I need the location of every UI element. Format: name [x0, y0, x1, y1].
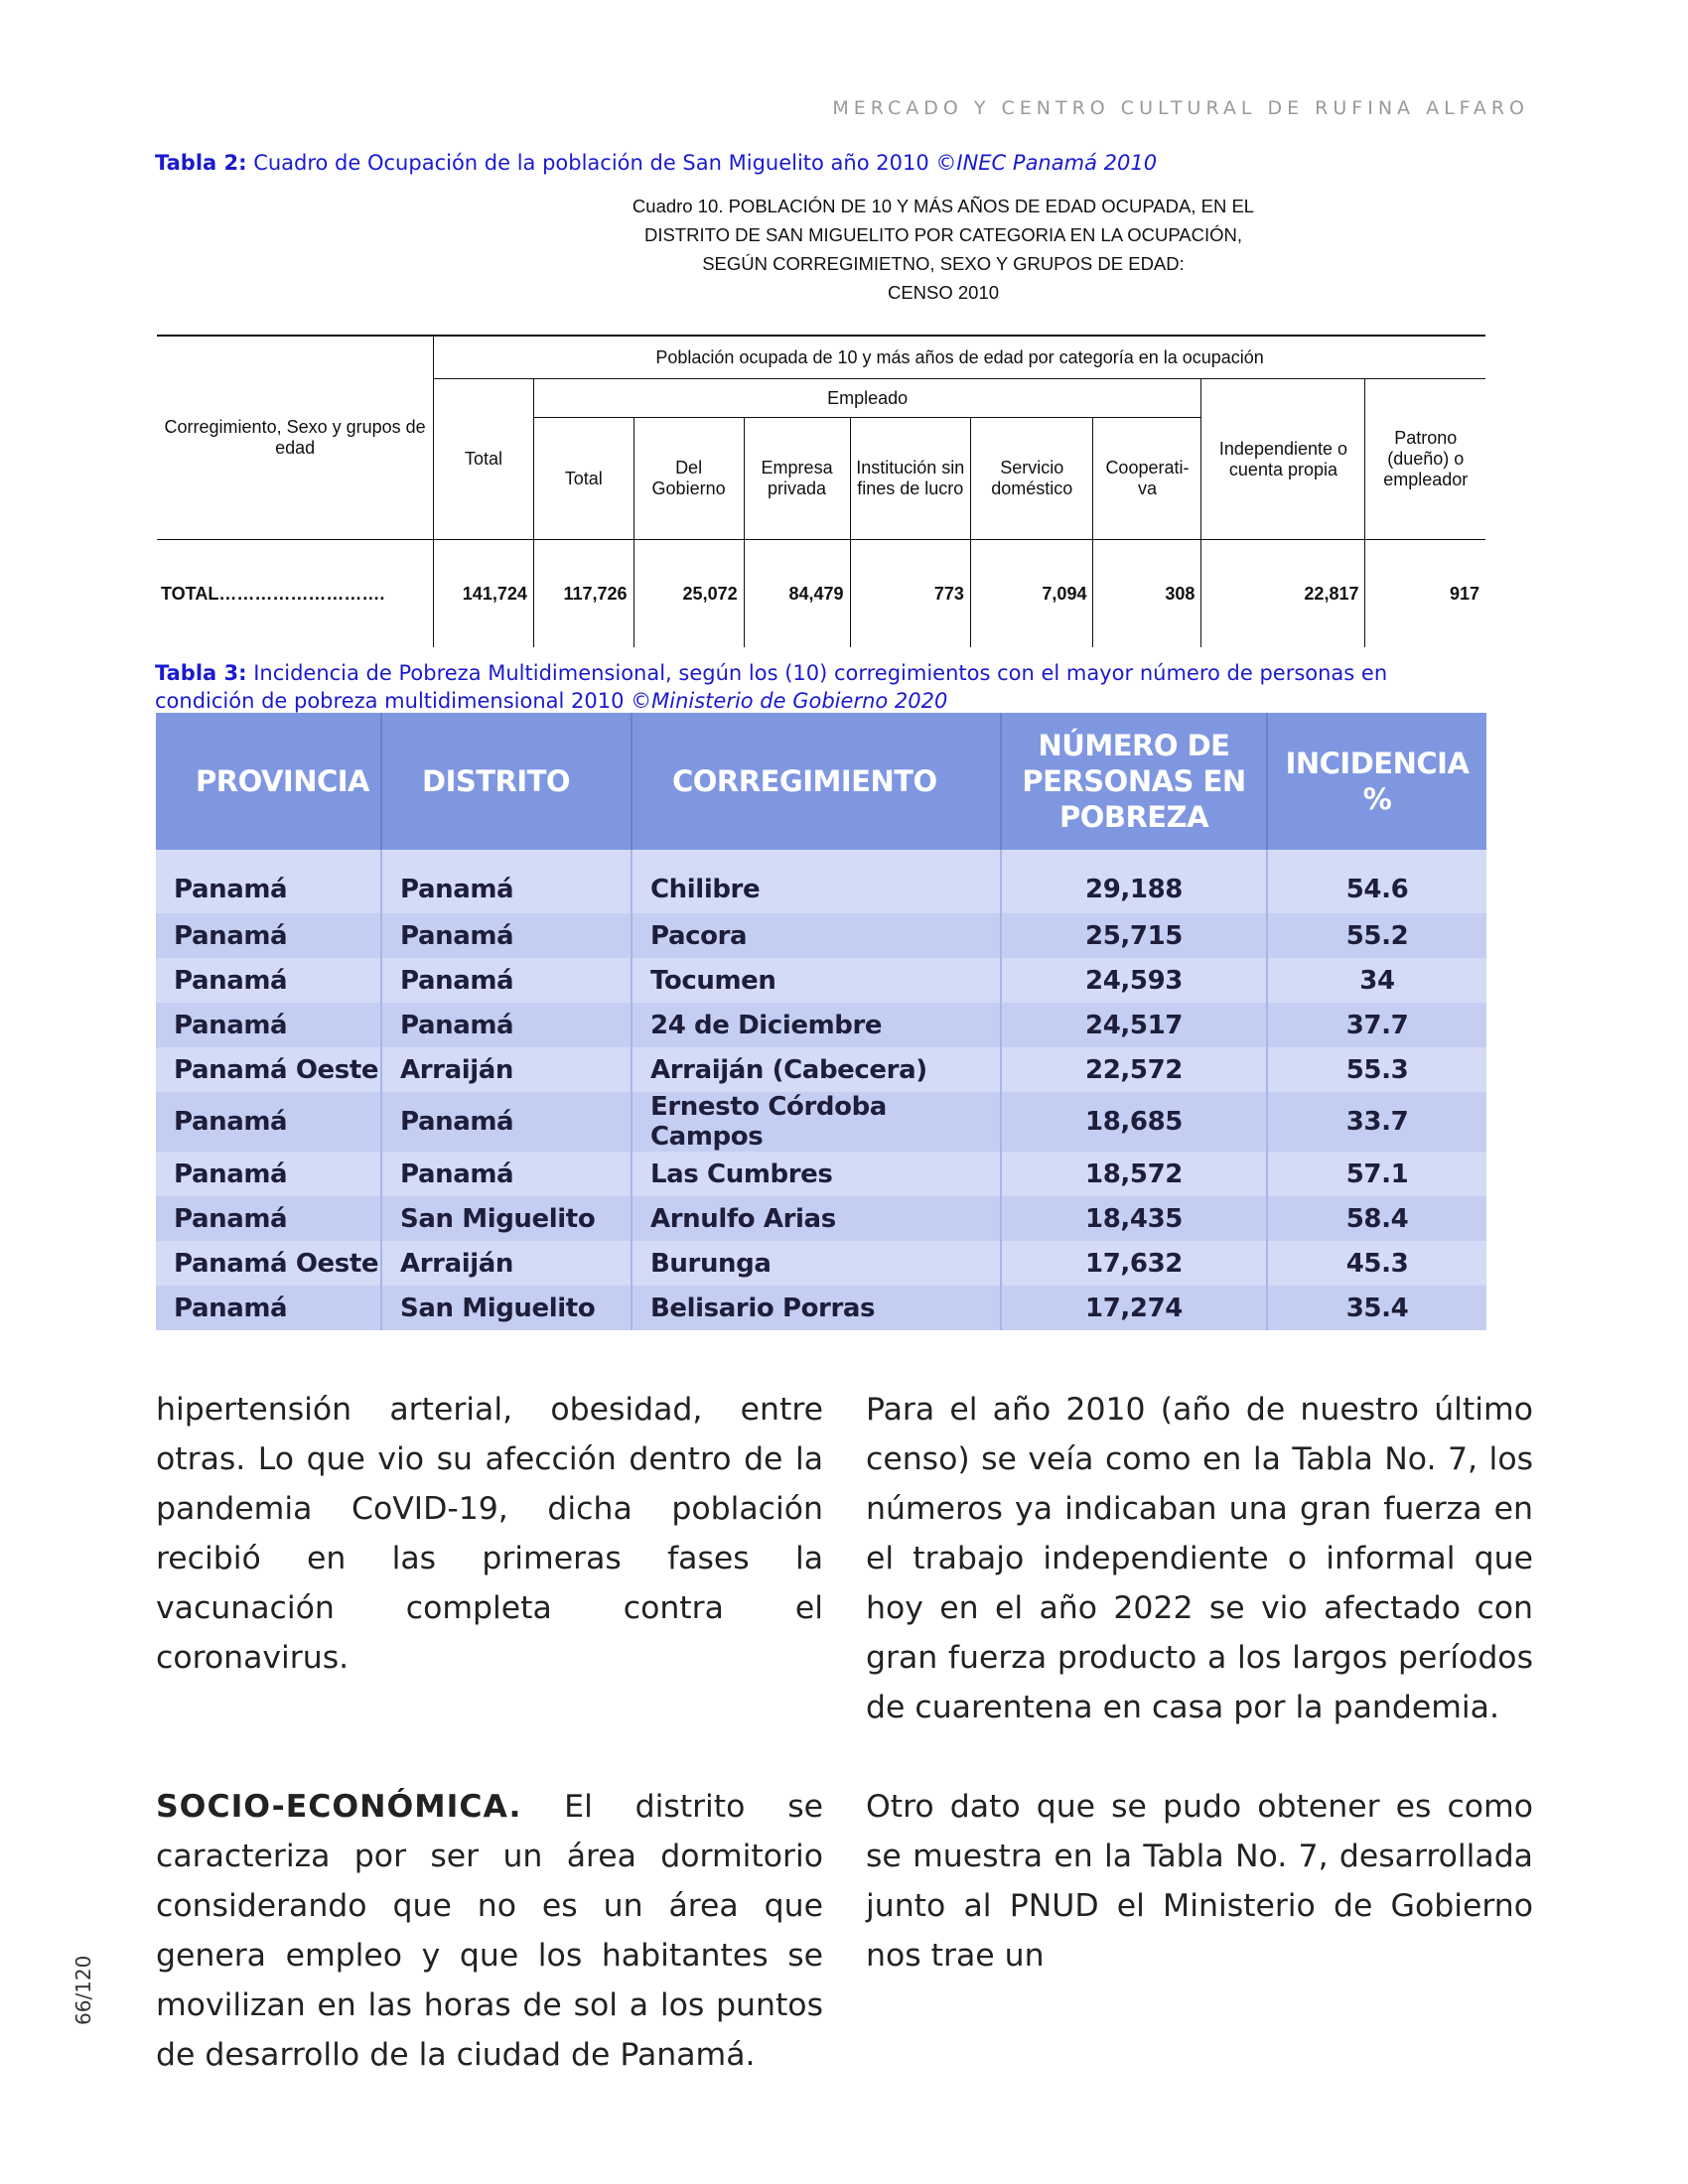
header-domestico: Servicio doméstico: [970, 418, 1093, 540]
cuadro-title-line: SEGÚN CORREGIMIETNO, SEXO Y GRUPOS DE EDAD:: [702, 253, 1185, 274]
header-emp-total: Total: [533, 418, 633, 540]
header-cooperativa: Cooperati-va: [1093, 418, 1201, 540]
cell-corregimiento: Ernesto Córdoba Campos: [632, 1092, 1001, 1152]
total-cell: 773: [850, 540, 970, 648]
cell-numero: 25,715: [1001, 913, 1267, 958]
cell-numero: 24,593: [1001, 958, 1267, 1003]
cell-provincia: Panamá: [156, 958, 381, 1003]
cell-provincia: Panamá: [156, 1003, 381, 1047]
cell-distrito: San Miguelito: [381, 1286, 632, 1330]
cell-numero: 18,435: [1001, 1196, 1267, 1241]
table3-caption: [155, 659, 1485, 715]
cell-distrito: Panamá: [381, 850, 632, 913]
running-head: MERCADO Y CENTRO CULTURAL DE RUFINA ALFARO: [832, 97, 1529, 119]
cell-incidencia: 55.2: [1267, 913, 1486, 958]
cell-corregimiento: Las Cumbres: [632, 1152, 1001, 1196]
cell-incidencia: 54.6: [1267, 850, 1486, 913]
col-corregimiento: CORREGIMIENTO: [632, 713, 1001, 850]
col-provincia: PROVINCIA: [156, 713, 381, 850]
table2-caption-source: ©INEC Panamá 2010: [935, 151, 1158, 175]
occupation-table: [157, 335, 1485, 647]
table-row: [156, 958, 1486, 1003]
body-paragraph: Para el año 2010 (año de nuestro último censo) se veía como en la Tabla No. 7, los números ya indicaban una gran fuerza en el trabajo independiente o informal que hoy en el año 2022 se vio afectado con gran fuerza producto a los largos períodos de cuarentena en casa por la pandemia.: [866, 1392, 1533, 1725]
cell-provincia: Panamá: [156, 1152, 381, 1196]
header-institucion: Institución sin fines de lucro: [850, 418, 970, 540]
cell-distrito: San Miguelito: [381, 1196, 632, 1241]
table3-caption-label: Tabla 3:: [155, 661, 247, 685]
cell-provincia: Panamá: [156, 913, 381, 958]
body-paragraph: hipertensión arterial, obesidad, entre otras. Lo que vio su afección dentro de la pandemia CoVID-19, dicha población recibió en las primeras fases la vacunación completa contra el coronavirus.: [156, 1392, 823, 1676]
cell-incidencia: 57.1: [1267, 1152, 1486, 1196]
table-row: [156, 1241, 1486, 1286]
page-number: 66/120: [71, 1955, 95, 2025]
cell-distrito: Panamá: [381, 1003, 632, 1047]
cell-corregimiento: Belisario Porras: [632, 1286, 1001, 1330]
cuadro-title-line: CENSO 2010: [887, 282, 1000, 303]
cell-incidencia: 33.7: [1267, 1092, 1486, 1152]
cell-provincia: Panamá: [156, 850, 381, 913]
table-row: [156, 1152, 1486, 1196]
header-row-label: Corregimiento, Sexo y grupos de edad: [157, 336, 434, 540]
header-privada: Empresa privada: [744, 418, 850, 540]
body-column-right: [866, 1385, 1533, 1980]
cell-corregimiento: Arraiján (Cabecera): [632, 1047, 1001, 1092]
total-cell: 141,724: [434, 540, 534, 648]
table2-caption: [155, 149, 1485, 177]
cell-corregimiento: Burunga: [632, 1241, 1001, 1286]
header-total: Total: [434, 379, 534, 540]
cuadro-title: [556, 192, 1331, 307]
cell-incidencia: 34: [1267, 958, 1486, 1003]
cell-incidencia: 35.4: [1267, 1286, 1486, 1330]
header-group: Población ocupada de 10 y más años de edad por categoría en la ocupación: [434, 336, 1485, 379]
table3-caption-text: Incidencia de Pobreza Multidimensional, según los (10) corregimientos con el mayor número de personas en condición de pobreza multidimensional 2010: [155, 661, 1388, 713]
cell-numero: 29,188: [1001, 850, 1267, 913]
header-independiente: Independiente o cuenta propia: [1201, 379, 1365, 540]
cell-distrito: Arraiján: [381, 1241, 632, 1286]
cell-provincia: Panamá: [156, 1286, 381, 1330]
cell-incidencia: 45.3: [1267, 1241, 1486, 1286]
table2-caption-text: Cuadro de Ocupación de la población de San Miguelito año 2010: [246, 151, 936, 175]
table-row: [156, 1003, 1486, 1047]
total-cell: 22,817: [1201, 540, 1365, 648]
total-cell: 308: [1093, 540, 1201, 648]
cell-numero: 17,632: [1001, 1241, 1267, 1286]
cell-distrito: Panamá: [381, 1092, 632, 1152]
cell-corregimiento: Chilibre: [632, 850, 1001, 913]
cell-incidencia: 58.4: [1267, 1196, 1486, 1241]
table-row: [156, 1092, 1486, 1152]
table-row: [156, 850, 1486, 913]
col-incidencia: INCIDENCIA %: [1267, 713, 1486, 850]
cell-provincia: Panamá Oeste: [156, 1047, 381, 1092]
table-row: [156, 1286, 1486, 1330]
poverty-table-wrap: [156, 713, 1486, 1323]
cell-corregimiento: Arnulfo Arias: [632, 1196, 1001, 1241]
cuadro-title-line: Cuadro 10. POBLACIÓN DE 10 Y MÁS AÑOS DE EDAD OCUPADA, EN EL: [632, 196, 1255, 216]
cell-distrito: Panamá: [381, 913, 632, 958]
cell-corregimiento: Pacora: [632, 913, 1001, 958]
section-heading: SOCIO-ECONÓMICA.: [156, 1789, 522, 1825]
cell-incidencia: 37.7: [1267, 1003, 1486, 1047]
col-distrito: DISTRITO: [381, 713, 632, 850]
total-cell: 117,726: [533, 540, 633, 648]
cell-distrito: Arraiján: [381, 1047, 632, 1092]
total-label: TOTAL……………………….: [157, 540, 434, 648]
total-cell: 25,072: [633, 540, 744, 648]
poverty-table: [156, 713, 1486, 1330]
cell-provincia: Panamá: [156, 1092, 381, 1152]
cuadro-title-line: DISTRITO DE SAN MIGUELITO POR CATEGORIA EN LA OCUPACIÓN,: [643, 224, 1243, 245]
total-cell: 7,094: [970, 540, 1093, 648]
col-numero: NÚMERO DE PERSONAS EN POBREZA: [1001, 713, 1267, 850]
body-paragraph: Otro dato que se pudo obtener es como se muestra en la Tabla No. 7, desarrollada junto al PNUD el Ministerio de Gobierno nos trae un: [866, 1789, 1533, 1974]
total-cell: 917: [1365, 540, 1485, 648]
header-empleado: Empleado: [533, 379, 1201, 418]
body-paragraph: [156, 1782, 823, 2080]
cell-provincia: Panamá Oeste: [156, 1241, 381, 1286]
body-column-left: [156, 1385, 823, 2080]
cell-incidencia: 55.3: [1267, 1047, 1486, 1092]
cell-provincia: Panamá: [156, 1196, 381, 1241]
cell-numero: 22,572: [1001, 1047, 1267, 1092]
total-cell: 84,479: [744, 540, 850, 648]
table-row: [156, 1196, 1486, 1241]
cell-numero: 18,685: [1001, 1092, 1267, 1152]
table-row: [156, 1047, 1486, 1092]
cell-distrito: Panamá: [381, 958, 632, 1003]
header-gobierno: Del Gobierno: [633, 418, 744, 540]
table3-caption-source: ©Ministerio de Gobierno 2020: [631, 689, 948, 713]
cell-numero: 18,572: [1001, 1152, 1267, 1196]
cell-numero: 17,274: [1001, 1286, 1267, 1330]
table2-caption-label: Tabla 2:: [155, 151, 247, 175]
cell-corregimiento: Tocumen: [632, 958, 1001, 1003]
table-row: [156, 913, 1486, 958]
header-patrono: Patrono (dueño) o empleador: [1365, 379, 1485, 540]
body-text: El distrito se caracteriza por ser un área dormitorio considerando que no es un área que genera empleo y que los habitantes se movilizan en las horas de sol a los puntos de desarrollo de la ciudad de Panamá.: [156, 1789, 823, 2073]
cell-corregimiento: 24 de Diciembre: [632, 1003, 1001, 1047]
total-row: [157, 540, 1485, 648]
cell-distrito: Panamá: [381, 1152, 632, 1196]
cell-numero: 24,517: [1001, 1003, 1267, 1047]
